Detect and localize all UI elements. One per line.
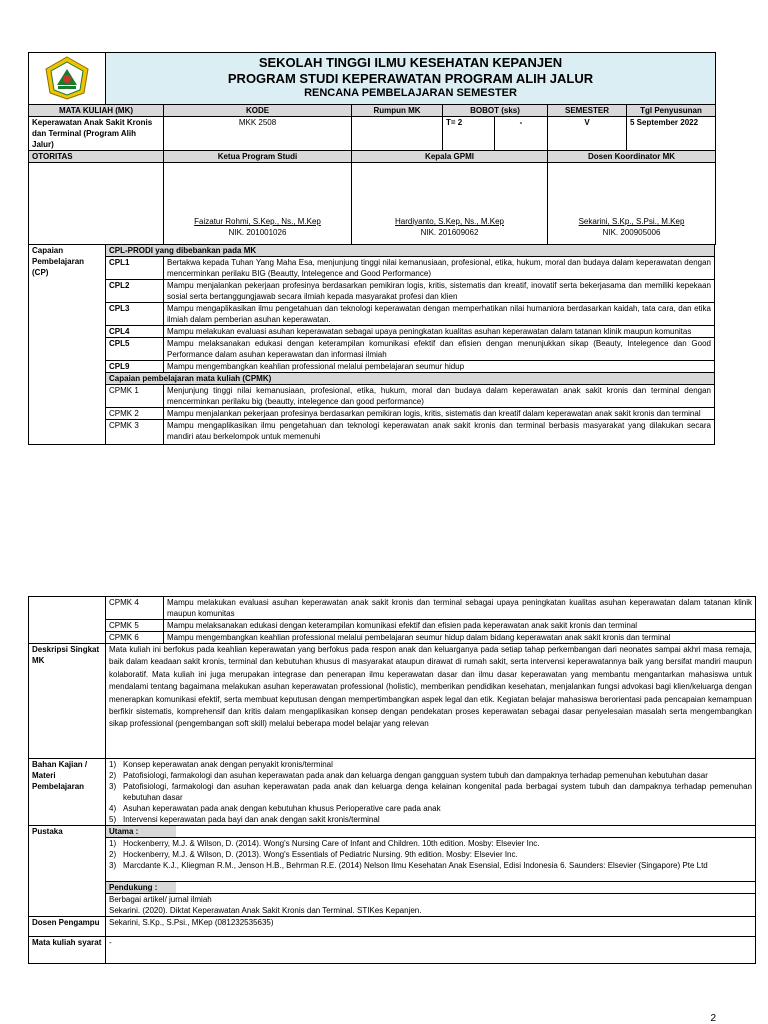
list-number: 3) [109,782,117,791]
deskripsi-label: Deskripsi Singkat MK [29,644,106,759]
cp-label [29,245,106,445]
cpl-text: Mampu mengembangkan keahlian professional melalui pembelajaran seumur hidup [164,361,715,373]
list-number: 1) [109,760,117,769]
otoritas-role-2: Kepala GPMI [352,151,548,163]
cpmk-heading: Capaian pembelajaran mata kuliah (CPMK) [106,373,715,385]
list-text: Patofisiologi, farmakologi dan asuhan keperawatan pada anak dan keluarga dengan gangguan system tubuh dan dampaknya terhadap pemenuhan kebutuhan dasar [123,771,708,780]
list-number: 1) [109,839,117,848]
otoritas-blank [29,163,164,245]
label-kode: KODE [164,105,352,117]
label-semester: SEMESTER [548,105,627,117]
list-text: Patofisiologi, farmakologi dan asuhan keperawatan pada anak dan keluarga denga kelainan kongenital pada berbagai system tubuh dan dampaknya terhadap pemenuhan kebutuhan dasar [123,782,752,802]
signer-name: Faizatur Rohmi, S.Kep., Ns., M.Kep [194,217,321,226]
program-name: PROGRAM STUDI KEPERAWATAN PROGRAM ALIH JALUR [227,71,594,86]
rps-page-2 [0,596,768,964]
list-item [109,781,752,803]
otoritas-role-1: Ketua Program Studi [164,151,352,163]
cpmk-code: CPMK 3 [106,420,164,445]
cpmk-code: CPMK 6 [106,632,164,644]
list-item [109,759,752,770]
cpmk-code: CPMK 1 [106,385,164,408]
cp-table [28,244,715,445]
table-row [29,620,756,632]
table-row [29,257,715,280]
list-item: Sekarini. (2020). Diktat Keperawatan Anak Sakit Kronis dan Terminal. STIKes Kepanjen. [109,906,422,915]
cpl-code: CPL2 [106,280,164,303]
rps-page-1 [0,52,768,445]
list-item [109,803,752,814]
table-row [29,597,756,620]
signer-nik: NIK. 201609062 [420,228,479,237]
signer-nik: NIK. 201001026 [228,228,287,237]
cpmk-text: Mampu melaksanakan edukasi dengan keterampilan komunikasi efektif dan efisien pada keperawatan anak sakit kronis dan terminal [164,620,756,632]
cpl-text: Mampu melaksanakan edukasi dengan keterampilan komunikasi efektif dan efisien dengan menunjukkan sikap (Beauty, Intelegence dan Good Performance dalam asuhan keperawatan dan informasi ilmiah [164,338,715,361]
rps-header-table [28,52,716,245]
cpl-prodi-heading: CPL-PRODI yang dibebankan pada MK [106,245,715,257]
cp-label-line: Pembelajaran [32,257,85,266]
list-text: Hockenberry, M.J. & Wilson, D. (2013). Wong's Essentials of Pediatric Nursing. 9th edition. Mosby: Elsevier Inc. [123,850,518,859]
syarat-value: - [106,937,756,964]
list-number: 4) [109,804,117,813]
cpl-text: Mampu mengaplikasikan ilmu pengetahuan dan teknologi keperawatan dengan memperhatikan nilai humaniora berdasarkan kaidah, tata cara, dan etika ilmiah dalam pemberian asuhan keperawatan. [164,303,715,326]
institution-name: SEKOLAH TINGGI ILMU KESEHATAN KEPANJEN [258,55,563,70]
signature-kaprodi [164,163,352,245]
list-item [109,849,752,860]
list-number: 2) [109,771,117,780]
page-number: 2 [710,1013,716,1024]
deskripsi-text: Mata kuliah ini berfokus pada keahlian keperawatan yang berfokus pada respon anak dan keluarganya pada setiap tahap perkembangan dari neonates sampai akhri masa remaja, baik dalam keadaan sakit kronis, terminal dan kebutuhan khusus di masyarakat ataupun dirawat di rumah sakit, serta intervensi keperawatannya baik yang bersifat mandiri maupun kolaboratif. Mata kuliah ini juga merupakan integrase dan penerapan ilmu keperawatan dasar dan ilmu dasar keperawatan yang membantu mengantarkan mahasiswa untuk mendalami tentang bagaimana melakukan asuhan keperawatan professional (holistic), memberikan pendidikan kesehatan, menjalankan fungsi advokasi bagi klien/keluarga dengan menerapkan komunikasi efektif, serta membuat keputusan dengan mempertimbangkan aspek legal dan etik. Kegiatan belajar mahasiswa berorientasi pada pencapaian kemampuan berfikir sistematis, komprehensif dan kritis dalam mengaplikasikan konsep dengan pendekatan proses keperawatan sebagai dasar penyelesaian masalah serta mengembangkan sikap professional (pengembangan soft skill) melalui beberapa model belajar yang relevan [106,644,756,759]
list-text: Marcdante K.J., Kliegman R.M., Jenson H.B., Behrman R.E. (2014) Nelson Ilmu Kesehatan Anak Esensial, Edisi Indonesia 6. Saunders: Elsevier (Singapore) Pte Ltd [123,861,708,870]
title-block [106,53,716,105]
signature-gpmi [352,163,548,245]
dosen-label: Dosen Pengampu [29,917,106,937]
list-text: Konsep keperawatan anak dengan penyakit kronis/terminal [123,760,333,769]
cp-label-line: (CP) [32,268,49,277]
pustaka-utama [106,826,756,882]
label-tgl: Tgl Penyusunan [627,105,716,117]
cp-label-line: Capaian [32,246,64,255]
cpmk-cont-label [29,597,106,644]
label-rumpun: Rumpun MK [352,105,443,117]
cpmk-text: Mampu mengembangkan keahlian professional melalui pembelajaran seumur hidup dalam bidang keperawatan anak sakit kronis dan terminal [164,632,756,644]
label-mk: MATA KULIAH (MK) [29,105,164,117]
cpl-code: CPL4 [106,326,164,338]
list-item [109,838,752,849]
cpl-text: Mampu melakukan evaluasi asuhan keperawatan sebagai upaya peningkatan kualitas asuhan keperawatan dalam tatanan klinik maupun komunitas [164,326,715,338]
bahan-label: Bahan Kajian / Materi Pembelajaran [29,759,106,826]
cpmk-text: Menjunjung tinggi nilai kemanusiaan, profesional, etika, hukum, moral dan budaya dalam keperawatan anak sakit kronis dan terminal dengan mencerminkan perilaku big (beautty, intelegence dan good performance) [164,385,715,408]
value-semester: V [548,117,627,151]
table-row [29,385,715,408]
cpmk-text: Mampu menjalankan pekerjaan profesinya berdasarkan pemikiran logis, kritis, sistematis dan kreatif dalam keperawatan anak sakit kronis dan terminal [164,408,715,420]
list-text: Asuhan keperawatan pada anak dengan kebutuhan khusus Perioperative care pada anak [123,804,441,813]
list-item [109,860,752,871]
table-row [29,280,715,303]
pustaka-label: Pustaka [29,826,106,917]
label-bobot: BOBOT (sks) [443,105,548,117]
otoritas-role-3: Dosen Koordinator MK [548,151,716,163]
value-bobot-p: - [495,117,548,151]
table-row [29,632,756,644]
list-number: 2) [109,850,117,859]
table-row [29,420,715,445]
table-row [29,326,715,338]
cpl-code: CPL9 [106,361,164,373]
pendukung-label: Pendukung : [106,882,176,893]
cpl-code: CPL5 [106,338,164,361]
list-item [109,770,752,781]
list-text: Intervensi keperawatan pada bayi dan anak dengan sakit kronis/terminal [123,815,380,824]
syarat-label: Mata kuliah syarat [29,937,106,964]
list-item [109,814,752,825]
cpmk-text: Mampu mengaplikasikan ilmu pengetahuan dan teknologi keperawatan anak sakit kronis dan terminal berbasis masyarakat yang dilakukan secara mandiri atau berkelompok untuk memenuhi [164,420,715,445]
cpl-code: CPL1 [106,257,164,280]
cpmk-text: Mampu melakukan evaluasi asuhan keperawatan anak sakit kronis dan terminal sebagai upaya peningkatan kualitas asuhan keperawatan dalam tatanan klinik maupun komunitas [164,597,756,620]
table-row [29,303,715,326]
value-bobot-t: T= 2 [443,117,495,151]
cpl-text: Bertakwa kepada Tuhan Yang Maha Esa, menjunjung tinggi nilai kemanusiaan, profesional, etika, hukum, moral dan budaya dalam keperawatan dengan mencerminkan perilaku BIG (Beautty, Intelegence and Good Performance) [164,257,715,280]
list-number: 5) [109,815,117,824]
signer-name: Sekarini, S.Kp., S.Psi., M.Kep [578,217,685,226]
signer-nik: NIK. 200905006 [602,228,661,237]
cpmk-code: CPMK 4 [106,597,164,620]
cpmk-code: CPMK 2 [106,408,164,420]
cpl-text: Mampu menjalankan pekerjaan profesinya berdasarkan pemikiran logis, kritis, sistematis dan kreatif, inovatif serta bekerjasama dan memiliki kepekaan sosial serta bertanggungjawab secara ilmiah kepada masyarakat profesi dan klien [164,280,715,303]
list-item: Berbagai artikel/ jurnal ilmiah [109,895,212,904]
logo-cell [29,53,106,105]
list-text: Hockenberry, M.J. & Wilson, D. (2014). Wong's Nursing Care of Infant and Children. 10th edition. Mosby: Elsevier Inc. [123,839,540,848]
value-kode: MKK 2508 [164,117,352,151]
list-number: 3) [109,861,117,870]
utama-label: Utama : [106,826,176,837]
document-title: RENCANA PEMBELAJARAN SEMESTER [304,87,517,99]
value-mk: Keperawatan Anak Sakit Kronis dan Terminal (Program Alih Jalur) [29,117,164,151]
page2-table [28,596,756,964]
dosen-value: Sekarini, S.Kp., S.Psi., MKep (081232535635) [106,917,756,937]
pustaka-pendukung [106,882,756,917]
table-row [29,408,715,420]
table-row [29,338,715,361]
institution-logo-icon [42,55,92,101]
cpmk-code: CPMK 5 [106,620,164,632]
cpl-code: CPL3 [106,303,164,326]
table-row [29,361,715,373]
otoritas-label: OTORITAS [29,151,164,163]
bahan-list [106,759,756,826]
signer-name: Hardiyanto, S.Kep, Ns., M.Kep [395,217,504,226]
value-tgl: 5 September 2022 [627,117,716,151]
value-rumpun [352,117,443,151]
signature-koordinator [548,163,716,245]
